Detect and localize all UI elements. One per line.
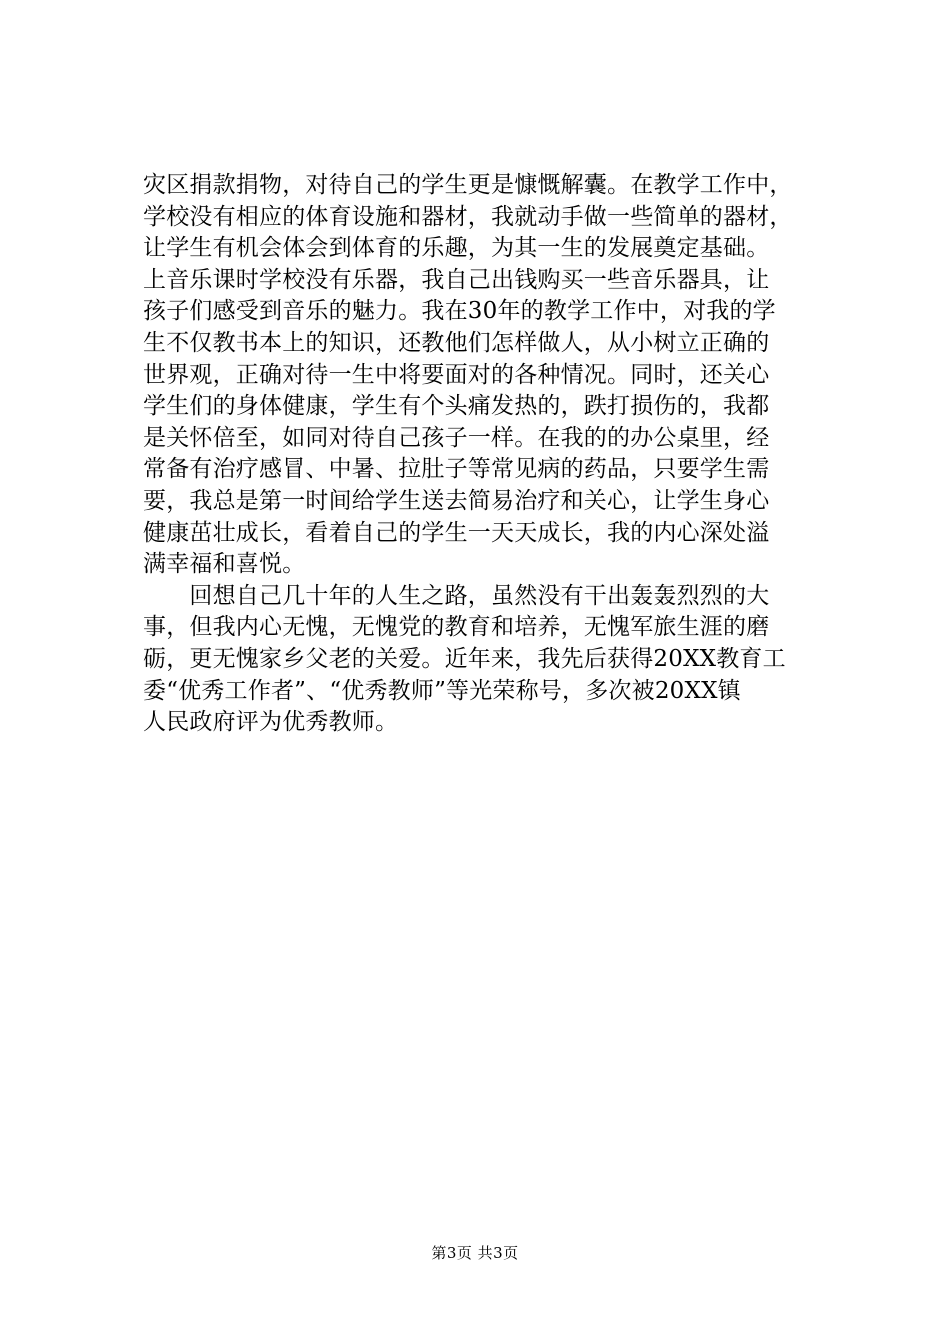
text-line: 学生们的身体健康，学生有个头痛发热的，跌打损伤的，我都: [143, 393, 770, 420]
text-line: 要，我总是第一时间给学生送去简易治疗和关心，让学生身心: [143, 487, 770, 514]
text-line: 砺，更无愧家乡父老的关爱。近年来，我先后获得20XX教育工: [143, 645, 786, 672]
text-line: 是关怀倍至，如同对待自己孩子一样。在我的的办公桌里，经: [143, 424, 770, 451]
text-line: 学校没有相应的体育设施和器材，我就动手做一些简单的器材，: [143, 203, 793, 230]
text-line: 事，但我内心无愧，无愧党的教育和培养，无愧军旅生涯的磨: [143, 614, 770, 641]
page-number: 第3页 共3页: [431, 1244, 519, 1262]
text-line: 上音乐课时学校没有乐器，我自己出钱购买一些音乐器具，让: [143, 266, 770, 293]
text-line: 满幸福和喜悦。: [143, 551, 306, 578]
text-line: 让学生有机会体会到体育的乐趣，为其一生的发展奠定基础。: [143, 235, 770, 262]
text-line: 回想自己几十年的人生之路，虽然没有干出轰轰烈烈的大: [143, 582, 770, 609]
body-text: [143, 170, 843, 739]
text-line: 世界观，正确对待一生中将要面对的各种情况。同时，还关心: [143, 361, 770, 388]
text-line: 委“优秀工作者”、“优秀教师”等光荣称号，多次被20XX镇: [143, 677, 741, 704]
text-line: 生不仅教书本上的知识，还教他们怎样做人，从小树立正确的: [143, 329, 770, 356]
page-footer: [0, 1243, 950, 1263]
text-line: 人民政府评为优秀教师。: [143, 709, 399, 736]
text-line: 灾区捐款捐物，对待自己的学生更是慷慨解囊。在教学工作中，: [143, 172, 793, 198]
text-line: 孩子们感受到音乐的魅力。我在30年的教学工作中，对我的学: [143, 298, 776, 325]
text-line: 健康茁壮成长，看着自己的学生一天天成长，我的内心深处溢: [143, 519, 770, 546]
text-line: 常备有治疗感冒、中暑、拉肚子等常见病的药品，只要学生需: [143, 456, 770, 483]
